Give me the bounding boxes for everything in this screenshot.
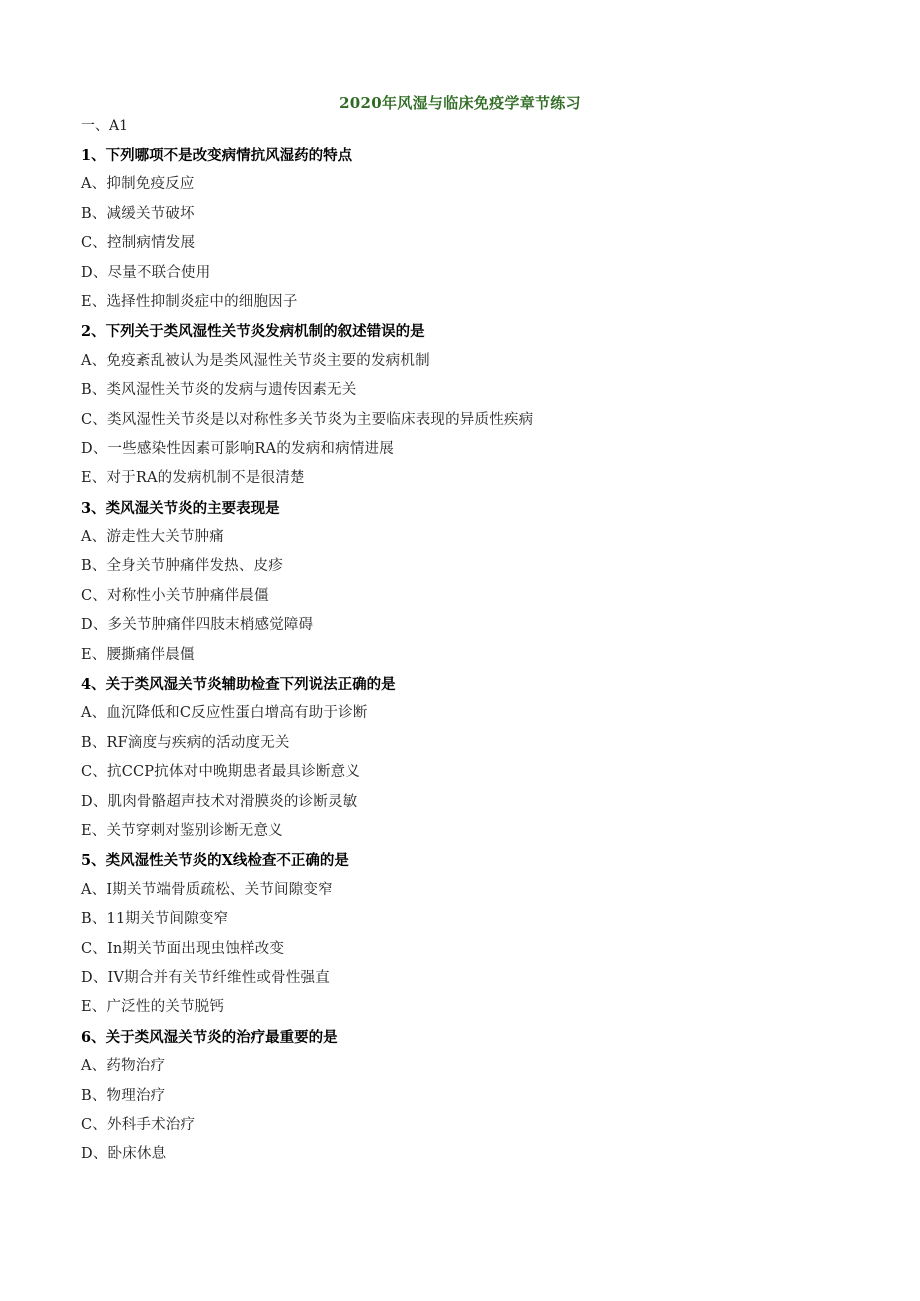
page-title: 2020年风湿与临床免疫学章节练习: [339, 94, 581, 112]
answer-option: A、I期关节端骨质疏松、关节间隙变窄: [81, 881, 333, 898]
answer-option: D、多关节肿痛伴四肢末梢感觉障碍: [81, 617, 314, 634]
question-stem: 3、类风湿关节炎的主要表现是: [81, 499, 280, 517]
answer-option: B、减缓关节破坏: [81, 205, 195, 222]
answer-option: C、对称性小关节肿痛伴晨僵: [81, 587, 269, 604]
answer-option: E、关节穿刺对鉴别诊断无意义: [81, 822, 283, 839]
answer-option: B、物理治疗: [81, 1087, 166, 1104]
answer-option: D、尽量不联合使用: [81, 264, 211, 281]
answer-option: D、卧床休息: [81, 1146, 167, 1163]
question-block: [81, 846, 861, 1022]
answer-option: D、IV期合并有关节纤维性或骨性强直: [81, 969, 330, 986]
question-block: [81, 1023, 861, 1170]
answer-option: C、控制病情发展: [81, 235, 196, 252]
question-block: [81, 317, 861, 493]
answer-option: C、抗CCP抗体对中晚期患者最具诊断意义: [81, 764, 361, 781]
answer-option: D、一些感染性因素可影响RA的发病和病情进展: [81, 440, 394, 457]
answer-option: E、腰撕痛伴晨僵: [81, 646, 195, 663]
question-block: [81, 141, 861, 317]
answer-option: C、In期关节面出现虫蚀样改变: [81, 940, 285, 957]
answer-option: A、抑制免疫反应: [81, 176, 195, 193]
question-stem: 4、关于类风湿关节炎辅助检查下列说法正确的是: [81, 676, 396, 694]
answer-option: E、对于RA的发病机制不是很清楚: [81, 470, 305, 487]
answer-option: B、类风湿性关节炎的发病与遗传因素无关: [81, 382, 357, 399]
question-block: [81, 494, 861, 670]
answer-option: E、选择性抑制炎症中的细胞因子: [81, 293, 298, 310]
answer-option: A、免疫紊乱被认为是类风湿性关节炎主要的发病机制: [81, 352, 430, 369]
answer-option: B、全身关节肿痛伴发热、皮疹: [81, 558, 283, 575]
answer-option: B、11期关节间隙变窄: [81, 911, 229, 928]
question-stem: 5、类风湿性关节炎的X线检查不正确的是: [81, 852, 349, 870]
answer-option: B、RF滴度与疾病的活动度无关: [81, 734, 290, 751]
question-stem: 6、关于类风湿关节炎的治疗最重要的是: [81, 1028, 338, 1046]
question-stem: 1、下列哪项不是改变病情抗风湿药的特点: [81, 147, 353, 164]
answer-option: A、血沉降低和C反应性蛋白增高有助于诊断: [81, 705, 368, 722]
answer-option: C、类风湿性关节炎是以对称性多关节炎为主要临床表现的异质性疾病: [81, 411, 534, 428]
question-stem: 2、下列关于类风湿性关节炎发病机制的叙述错误的是: [81, 323, 425, 341]
section-heading: 一、A1: [81, 118, 129, 134]
answer-option: E、广泛性的关节脱钙: [81, 999, 225, 1016]
answer-option: A、药物治疗: [81, 1058, 166, 1075]
answer-option: A、游走性大关节肿痛: [81, 529, 224, 546]
question-list: [81, 111, 861, 1170]
answer-option: C、外科手术治疗: [81, 1116, 196, 1133]
answer-option: D、肌肉骨骼超声技术对滑膜炎的诊断灵敏: [81, 793, 358, 810]
question-block: [81, 670, 861, 846]
